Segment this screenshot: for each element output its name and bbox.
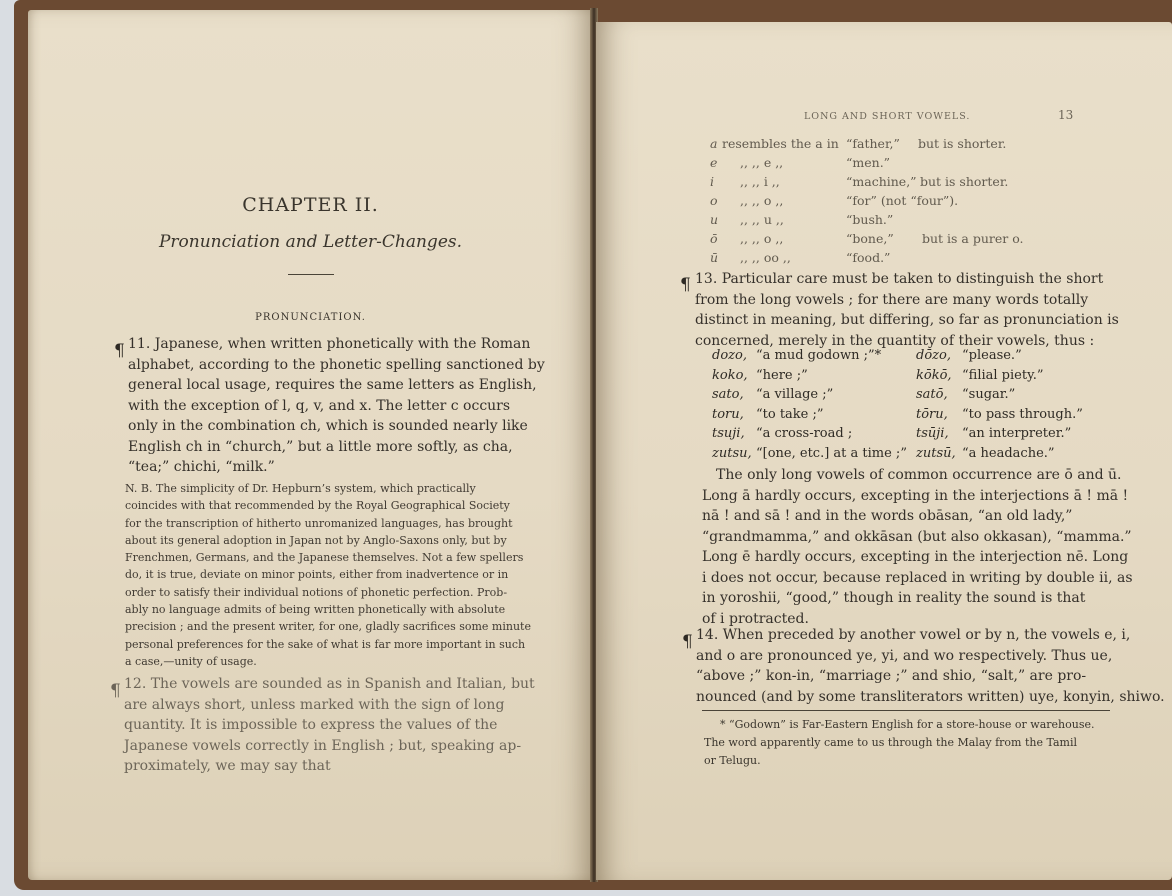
vowel-comparison: ,, ,, o ,, bbox=[740, 231, 784, 246]
footnote-rule bbox=[702, 710, 1110, 711]
short-word: sato, bbox=[712, 387, 744, 402]
short-meaning: “to take ;” bbox=[756, 406, 824, 422]
text-line: The only long vowels of common occurrence are ō and ū. bbox=[716, 467, 1122, 483]
text-line: from the long vowels ; for there are many words totally bbox=[695, 291, 1089, 308]
vowel-letter: a bbox=[710, 136, 718, 151]
text-line: English ch in “church,” but a little more softly, as cha, bbox=[128, 438, 513, 455]
paragraph-13-continued bbox=[702, 465, 1133, 629]
vowel-note: but is shorter. bbox=[920, 174, 1009, 189]
chapter-subtitle: Pronunciation and Letter-Changes. bbox=[158, 232, 463, 252]
text-line: Long ā hardly occurs, excepting in the interjections ā ! mā ! bbox=[702, 487, 1129, 504]
running-head: LONG AND SHORT VOWELS. bbox=[804, 111, 971, 122]
paragraph-mark: ¶ bbox=[114, 341, 125, 361]
note-line: Frenchmen, Germans, and the Japanese themselves. Not a few spellers bbox=[125, 551, 524, 565]
page-number: 13 bbox=[1058, 108, 1074, 122]
note-line: ably no language admits of being written phonetically with absolute bbox=[125, 603, 506, 617]
long-word: tōru, bbox=[916, 406, 948, 422]
vowel-letter: i bbox=[710, 174, 714, 189]
note-line: precision ; and the present writer, for one, gladly sacrifices some minute bbox=[125, 620, 531, 634]
vowel-example: “men.” bbox=[846, 155, 891, 170]
example-row bbox=[712, 348, 1112, 368]
vowel-example: “food.” bbox=[846, 250, 891, 265]
short-meaning: “a mud godown ;”* bbox=[756, 348, 882, 363]
paragraph-12 bbox=[124, 674, 535, 777]
vowel-comparison: ,, ,, oo ,, bbox=[740, 250, 791, 265]
short-word: koko, bbox=[712, 367, 748, 383]
short-meaning: “[one, etc.] at a time ;” bbox=[756, 445, 907, 461]
text-line: “above ;” kon-in, “marriage ;” and shio, “salt,” are pro- bbox=[696, 668, 1087, 684]
long-word: satō, bbox=[916, 387, 948, 402]
text-line: 13. Particular care must be taken to distinguish the short bbox=[695, 271, 1104, 287]
note-block bbox=[125, 480, 531, 670]
text-line: nā ! and sā ! and in the words obāsan, “an old lady,” bbox=[702, 508, 1073, 524]
short-meaning: “here ;” bbox=[756, 367, 808, 383]
heading-rule bbox=[288, 274, 334, 275]
text-line: 14. When preceded by another vowel or by n, the vowels e, i, bbox=[696, 627, 1131, 643]
note-line: order to satisfy their individual notions of phonetic perfection. Prob- bbox=[125, 585, 508, 599]
chapter-heading: CHAPTER II. bbox=[242, 194, 379, 216]
short-meaning: “a cross-road ; bbox=[756, 426, 853, 441]
vowel-note: but is a purer o. bbox=[922, 231, 1024, 246]
text-line: only in the combination ch, which is sounded nearly like bbox=[128, 418, 528, 434]
example-row bbox=[712, 387, 1112, 407]
text-line: nounced (and by some transliterators written) uye, konyin, shiwo. bbox=[696, 688, 1165, 705]
short-word: tsuji, bbox=[712, 426, 745, 441]
long-meaning: “filial piety.” bbox=[962, 367, 1044, 383]
short-word: dozo, bbox=[712, 348, 747, 363]
vowel-comparison: ,, ,, o ,, bbox=[740, 193, 784, 208]
text-line: Long ē hardly occurs, excepting in the interjection nē. Long bbox=[702, 549, 1129, 565]
note-line: about its general adoption in Japan not by Anglo-Saxons only, but by bbox=[125, 533, 507, 547]
example-row bbox=[712, 368, 1112, 388]
long-word: tsūji, bbox=[916, 426, 949, 441]
vowel-comparison: ,, ,, i ,, bbox=[740, 174, 780, 189]
text-line: in yoroshii, “good,” though in reality the sound is that bbox=[702, 590, 1086, 606]
vowel-example: “bush.” bbox=[846, 212, 894, 227]
paragraph-11 bbox=[128, 334, 545, 478]
text-line: of i protracted. bbox=[702, 610, 809, 627]
text-line: proximately, we may say that bbox=[124, 758, 331, 774]
footnote-line: * “Godown” is Far-Eastern English for a store-house or warehouse. bbox=[720, 718, 1095, 731]
text-line: distinct in meaning, but differing, so far as pronunciation is bbox=[695, 312, 1119, 328]
text-line: Japanese vowels correctly in English ; but, speaking ap- bbox=[124, 737, 522, 754]
long-word: kōkō, bbox=[916, 367, 952, 383]
text-line: 12. The vowels are sounded as in Spanish and Italian, but bbox=[124, 676, 535, 692]
text-line: and o are pronounced ye, yi, and wo respectively. Thus ue, bbox=[696, 647, 1113, 664]
paragraph-mark: ¶ bbox=[680, 275, 691, 295]
note-line: personal preferences for the sake of what is far more important in such bbox=[125, 637, 526, 651]
vowel-letter: u bbox=[710, 212, 719, 227]
vowel-comparison: resembles the a in bbox=[722, 136, 839, 151]
vowel-letter: ū bbox=[710, 250, 719, 265]
paragraph-mark: ¶ bbox=[682, 632, 693, 652]
vowel-note: but is shorter. bbox=[918, 136, 1007, 151]
short-meaning: “a village ;” bbox=[756, 387, 834, 402]
text-line: are always short, unless marked with the sign of long bbox=[124, 696, 505, 713]
paragraph-mark: ¶ bbox=[110, 681, 121, 701]
short-word: toru, bbox=[712, 406, 744, 422]
vowel-letter: o bbox=[710, 193, 718, 208]
long-word: dōzo, bbox=[916, 348, 951, 363]
vowel-example: “machine,” bbox=[846, 174, 917, 189]
text-line: i does not occur, because replaced in writing by double ii, as bbox=[702, 569, 1133, 586]
section-heading: PRONUNCIATION. bbox=[255, 312, 366, 323]
example-row bbox=[712, 407, 1112, 427]
vowel-comparison: ,, ,, u ,, bbox=[740, 212, 784, 227]
note-line: N. B. The simplicity of Dr. Hepburn’s system, which practically bbox=[125, 482, 476, 495]
long-meaning: “a headache.” bbox=[962, 445, 1055, 461]
short-word: zutsu, bbox=[712, 445, 752, 461]
long-meaning: “sugar.” bbox=[962, 387, 1016, 402]
note-line: do, it is true, deviate on minor points, either from inadvertence or in bbox=[125, 568, 509, 582]
text-line: concerned, merely in the quantity of their vowels, thus : bbox=[695, 332, 1095, 349]
text-line: 11. Japanese, when written phonetically with the Roman bbox=[128, 336, 531, 352]
text-line: alphabet, according to the phonetic spelling sanctioned by bbox=[128, 356, 545, 373]
note-line: for the transcription of hitherto unromanized languages, has brought bbox=[125, 516, 513, 530]
paragraph-14 bbox=[696, 625, 1165, 707]
paragraph-13 bbox=[695, 269, 1119, 351]
footnote bbox=[704, 716, 1095, 770]
text-line: general local usage, requires the same letters as English, bbox=[128, 377, 537, 393]
note-line: coincides with that recommended by the Royal Geographical Society bbox=[125, 499, 510, 513]
text-line: quantity. It is impossible to express the values of the bbox=[124, 717, 498, 733]
vowel-comparison: ,, ,, e ,, bbox=[740, 155, 784, 170]
text-line: with the exception of l, q, v, and x. The letter c occurs bbox=[128, 397, 511, 414]
example-table bbox=[712, 348, 1112, 465]
footnote-line: or Telugu. bbox=[704, 754, 761, 767]
long-meaning: “to pass through.” bbox=[962, 406, 1083, 422]
example-row bbox=[712, 446, 1112, 466]
right-page bbox=[596, 22, 1172, 880]
example-row bbox=[712, 426, 1112, 446]
long-word: zutsū, bbox=[916, 445, 956, 461]
text-line: “tea;” chichi, “milk.” bbox=[128, 459, 275, 475]
footnote-line: The word apparently came to us through the Malay from the Tamil bbox=[704, 736, 1077, 749]
long-meaning: “an interpreter.” bbox=[962, 426, 1072, 441]
vowel-example: “for” (not “four”). bbox=[846, 193, 959, 208]
vowel-example: “father,” bbox=[846, 136, 900, 151]
long-meaning: “please.” bbox=[962, 348, 1022, 363]
text-line: “grandmamma,” and okkāsan (but also okkasan), “mamma.” bbox=[702, 528, 1132, 545]
vowel-example: “bone,” bbox=[846, 231, 894, 246]
note-line: a case,—unity of usage. bbox=[125, 654, 257, 668]
left-page bbox=[28, 10, 593, 880]
vowel-letter: ō bbox=[710, 231, 718, 246]
vowel-letter: e bbox=[710, 155, 718, 170]
